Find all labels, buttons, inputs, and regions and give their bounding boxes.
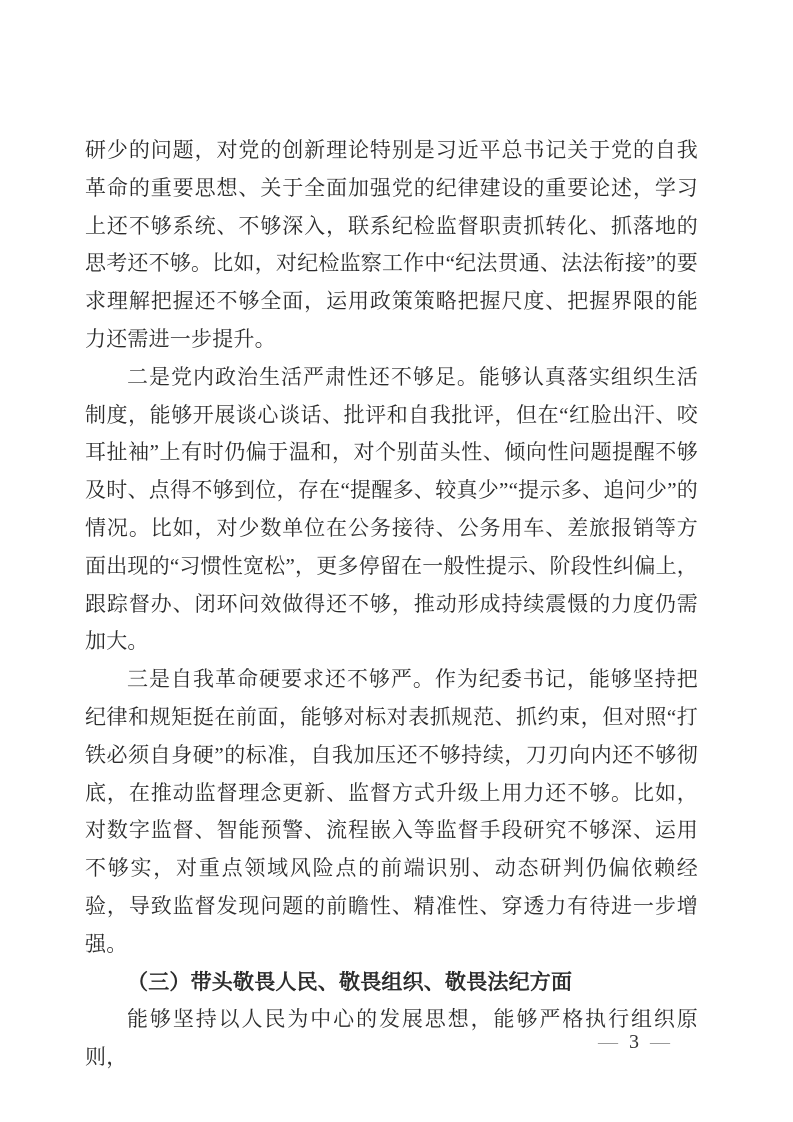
- page-number: [598, 1030, 670, 1054]
- section-heading: （三）带头敬畏人民、敬畏组织、敬畏法纪方面: [127, 969, 573, 994]
- document-body: [85, 132, 698, 1077]
- paragraph-section-intro: 能够坚持以人民为中心的发展思想，能够严格执行组织原则，: [85, 1007, 698, 1070]
- page-number-value: 3: [629, 1031, 639, 1053]
- page-number-dash-left: —: [598, 1031, 618, 1053]
- paragraph-continuation: 研少的问题，对党的创新理论特别是习近平总书记关于党的自我革命的重要思想、关于全面加强党的纪律建设的重要论述，学习上还不够系统、不够深入，联系纪检监督职责抓转化、抓落地的思考还不够。比如，对纪检监察工作中“纪法贯通、法法衔接”的要求理解把握还不够全面，运用政策策略把握尺度、把握界限的能力还需进一步提升。: [85, 138, 698, 351]
- paragraph-second-point: 二是党内政治生活严肃性还不够足。能够认真落实组织生活制度，能够开展谈心谈话、批评和自我批评，但在“红脸出汗、咬耳扯袖”上有时仍偏于温和，对个别苗头性、倾向性问题提醒不够及时、点得不够到位，存在“提醒多、较真少”“提示多、追问少”的情况。比如，对少数单位在公务接待、公务用车、差旅报销等方面出现的“习惯性宽松”，更多停留在一般性提示、阶段性纠偏上，跟踪督办、闭环问效做得还不够，推动形成持续震慑的力度仍需加大。: [85, 364, 698, 654]
- paragraph-third-point: 三是自我革命硬要求还不够严。作为纪委书记，能够坚持把纪律和规矩挺在前面，能够对标对表抓规范、抓约束，但对照“打铁必须自身硬”的标准，自我加压还不够持续，刀刃向内还不够彻底，在推动监督理念更新、监督方式升级上用力还不够。比如，对数字监督、智能预警、流程嵌入等监督手段研究不够深、运用不够实，对重点领域风险点的前端识别、动态研判仍偏依赖经验，导致监督发现问题的前瞻性、精准性、穿透力有待进一步增强。: [85, 667, 698, 956]
- page-number-dash-right: —: [650, 1031, 670, 1053]
